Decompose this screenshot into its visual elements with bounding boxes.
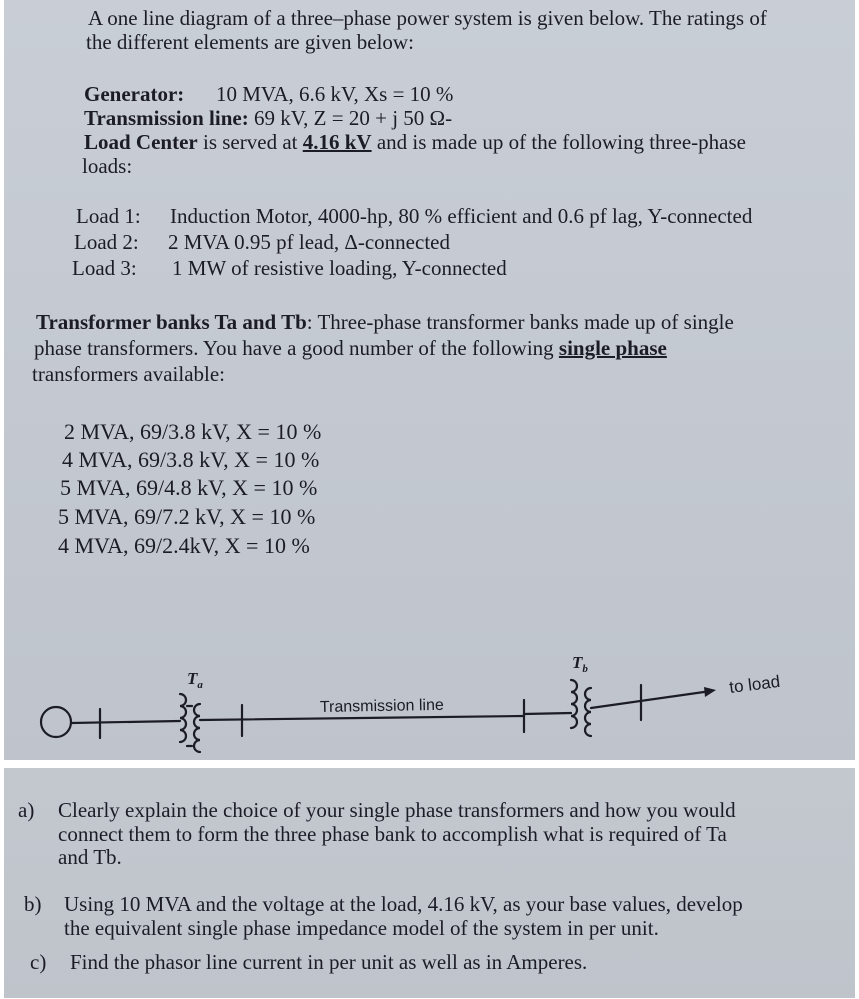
transformer-section-line-3: transformers available: [32,362,225,386]
transmission-line-label: Transmission line [319,696,444,716]
transformer-section-title: Transformer banks Ta and Tb [36,310,307,334]
question-b-line-2: the equivalent single phase impedance model of the system in per unit. [64,916,659,940]
load-feeder-line [591,692,704,708]
load-1-desc: Induction Motor, 4000-hp, 80 % efficient and 0.6 pf lag, Y-connected [170,204,753,228]
to-load-label: to load [728,671,782,697]
transformer-tb-symbol [524,680,591,736]
load-center-tail: and is made up of the following three-phase [376,130,746,154]
question-a-marker: a) [18,798,35,822]
ta-label: $T_a$ [187,669,203,691]
question-a-line-2: connect them to form the three phase bank to accomplish what is required of Ta [58,822,727,846]
generator-label: Generator: [84,82,185,106]
question-c-text-1: Find the phasor line current in per unit as well as in Amperes. [70,950,588,974]
load-center-line-2: loads: [82,154,133,178]
question-b-line-1 [24,892,743,916]
transmission-line-label: Transmission line: [84,106,249,130]
transformer-option-2: 4 MVA, 69/3.8 kV, X = 10 % [62,447,320,472]
single-phase-emphasis: single phase [558,336,667,360]
question-a-line-3: and Tb. [58,845,122,869]
transformer-section-line-1 [36,310,734,334]
load-2-desc: 2 MVA 0.95 pf lead, Δ-connected [168,230,450,254]
transformer-section-line-2-start: phase transformers. You have a good number of the following [34,336,554,360]
load-2-label: Load 2: [74,230,139,254]
load-center-line-1 [84,130,746,154]
load-center-label: Load Center [84,130,198,154]
transmission-line-rating [84,106,452,130]
intro-line-1: A one line diagram of a three–phase power system is given below. The ratings of [88,6,767,30]
transformer-option-5: 4 MVA, 69/2.4kV, X = 10 % [58,533,310,558]
problem-statement-sheet [4,0,855,760]
transmission-line-value: 69 kV, Z = 20 + j 50 Ω- [253,106,453,130]
transformer-section-line-2 [34,336,667,360]
load-3 [72,256,507,280]
question-c-marker: c) [30,950,47,974]
load-center-voltage: 4.16 kV [302,130,372,154]
question-b-text-1: Using 10 MVA and the voltage at the load, 4.16 kV, as your base values, develop [64,892,743,916]
transformer-ta-symbol [180,694,200,752]
load-3-desc: 1 MW of resistive loading, Y-connected [172,256,507,280]
load-1 [76,204,752,228]
load-1-label: Load 1: [76,204,141,228]
transmission-line-conductor [200,716,524,720]
question-c-line-1 [30,950,587,974]
load-center-mid: is served at [203,130,298,154]
transformer-option-4: 5 MVA, 69/7.2 kV, X = 10 % [58,504,316,529]
transformer-option-1: 2 MVA, 69/3.8 kV, X = 10 % [64,419,322,444]
tb-label: $T_b$ [572,653,588,675]
intro-line-2: the different elements are given below: [86,30,414,54]
load-2 [74,230,450,254]
one-line-diagram [4,640,855,760]
transformer-section-line-1-rest: : Three-phase transformer banks made up of single [306,310,734,334]
questions-sheet [4,768,855,998]
generator-rating [84,82,453,106]
transformer-option-3: 5 MVA, 69/4.8 kV, X = 10 % [60,475,318,500]
question-b-marker: b) [24,892,42,916]
question-a-line-1 [18,798,736,822]
load-arrowhead [704,687,716,697]
generator-value: 10 MVA, 6.6 kV, Xs = 10 % [216,82,454,106]
generator-symbol [41,707,71,737]
generator-bus-line [71,721,180,723]
question-a-text-1: Clearly explain the choice of your single phase transformers and how you would [58,798,736,822]
load-3-label: Load 3: [72,256,137,280]
